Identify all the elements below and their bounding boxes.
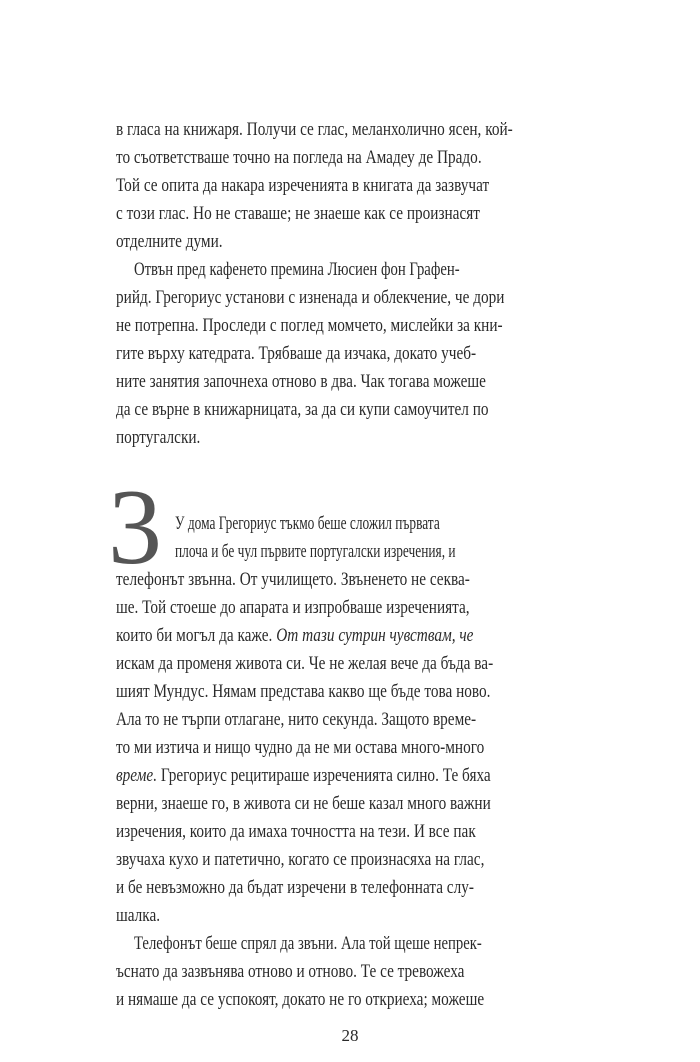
text-line [134,258,592,282]
text-line: да се върне в книжарницата, за да си купи самоучител по [116,399,489,420]
text-segment: Грегориус рецитираше изреченията силно. Те бяха [157,765,491,786]
text-line [116,764,592,788]
text-line: шалка. [116,905,161,926]
text-line: ните занятия започнеха отново в два. Чак тогава можеше [116,371,486,392]
text-line: отделните думи. [116,231,223,252]
text-line: ше. Той стоеше до апарата и изпробваше изреченията, [116,597,470,618]
text-line [116,624,592,648]
text-line: У дома Грегориус тъкмо беше сложил първата [175,513,440,534]
text-line: ъснато да зазвънява отново и отново. Те се тревожеха [116,961,465,982]
text-line: и нямаше да се успокоят, докато не го откриеха; можеше [116,989,485,1010]
text-line: и бе невъзможно да бъдат изречени в телефонната слу- [116,877,474,898]
italic-text-segment: време. [116,765,158,786]
italic-text-line: искам да променя живота си. Че не желая вече да бъда ва- [116,653,494,674]
text-segment: рийд. Грегориус установи с изненада и облекчение, че дори [116,287,505,308]
text-line: телефонът звънна. От училището. Звъненето не секва- [116,569,470,590]
text-line: Телефонът беше спрял да звъни. Ала той щеше непрек- [134,933,482,954]
text-line: гите върху катедрата. Трябваше да изчака, докато учеб- [116,343,477,364]
page-number: 28 [341,1026,359,1045]
text-line: изречения, които да имаха точността на тези. И все пак [116,821,476,842]
section-number-dropcap: 3 [108,468,162,587]
text-line: с този глас. Но не ставаше; не знаеше как се произнасят [116,203,480,224]
text-line: то съответстваше точно на погледа на Амадеу де Прадо. [116,147,482,168]
italic-text-line: то ми изтича и нищо чудно да не ми остава много-много [116,737,485,758]
text-line: звучаха кухо и патетично, когато се произнасяха на глас, [116,849,485,870]
text-segment: които би могъл да каже. [116,625,277,646]
text-line: португалски. [116,427,201,448]
italic-text-line: шият Мундус. Нямам представа какво ще бъде това ново. [116,681,491,702]
text-line: не потрепна. Проследи с поглед момчето, мислейки за кни- [116,315,503,336]
text-line: верни, знаеше го, в живота си не беше казал много важни [116,793,491,814]
text-line [116,286,592,310]
text-segment: Отвън пред кафенето премина Люсиен фон Графен- [134,259,460,280]
italic-text-segment: От тази сутрин чувствам, че [276,625,474,646]
text-line: Той се опита да накара изреченията в книгата да зазвучат [116,175,490,196]
text-line: в гласа на книжаря. Получи се глас, меланхолично ясен, кой- [116,119,513,140]
italic-text-line: Ала то не търпи отлагане, нито секунда. Защото време- [116,709,477,730]
text-line: плоча и бе чул първите португалски изречения, и [175,541,456,562]
